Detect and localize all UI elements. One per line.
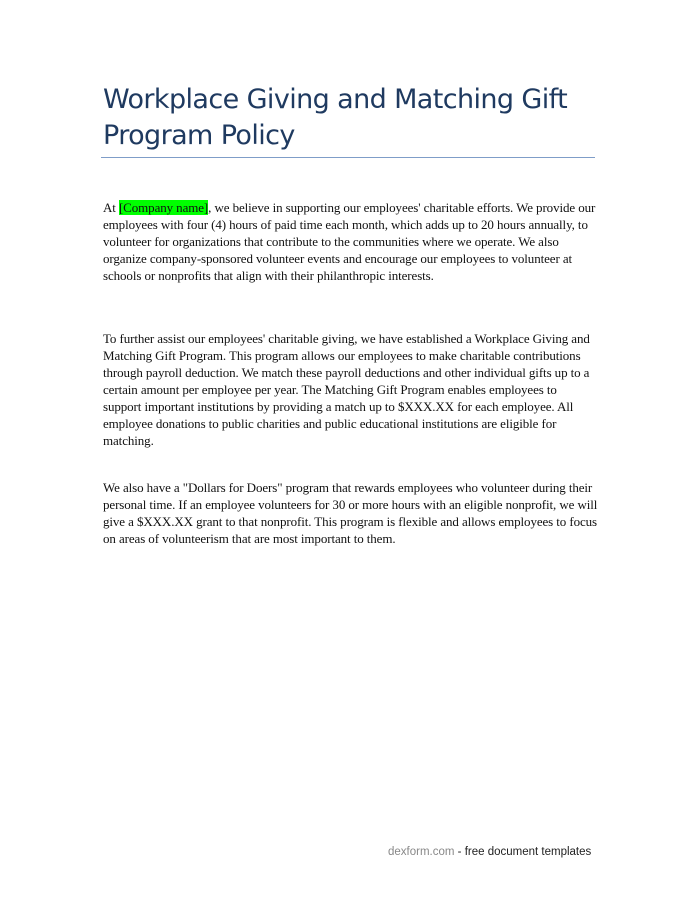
footer bbox=[388, 846, 591, 858]
footer-brand-link[interactable]: dexform.com bbox=[388, 846, 455, 858]
paragraph-intro-lead: At bbox=[103, 200, 119, 215]
paragraph-intro bbox=[103, 199, 598, 284]
title-underline bbox=[101, 157, 595, 158]
paragraph-intro-body: , we believe in supporting our employees' charitable efforts. We provide our employees with four (4) hours of paid time each month, which adds up to 20 hours annually, to volunteer for organizations that contribute to the communities where we operate. We also organize company-sponsored volunteer events and encourage our employees to volunteer at schools or nonprofits that align with their philanthropic interests. bbox=[103, 200, 596, 283]
document-title: Workplace Giving and Matching Gift Program Policy bbox=[103, 84, 568, 151]
paragraph-matching-gift: To further assist our employees' charitable giving, we have established a Workplace Giving and Matching Gift Program. This program allows our employees to make charitable contributions through payroll deduction. We match these payroll deductions and other individual gifts up to a certain amount per employee per year. The Matching Gift Program enables employees to support important institutions by providing a match up to $XXX.XX for each employee. All employee donations to public charities and public educational institutions are eligible for matching. bbox=[103, 331, 590, 448]
company-name-placeholder: [Company name] bbox=[118, 200, 209, 215]
footer-tagline: - free document templates bbox=[454, 846, 592, 858]
paragraph-dollars-for-doers: We also have a "Dollars for Doers" program that rewards employees who volunteer during their personal time. If an employee volunteers for 30 or more hours with an eligible nonprofit, we will give a $XXX.XX grant to that nonprofit. This program is flexible and allows employees to focus on areas of volunteerism that are most important to them. bbox=[103, 480, 598, 546]
